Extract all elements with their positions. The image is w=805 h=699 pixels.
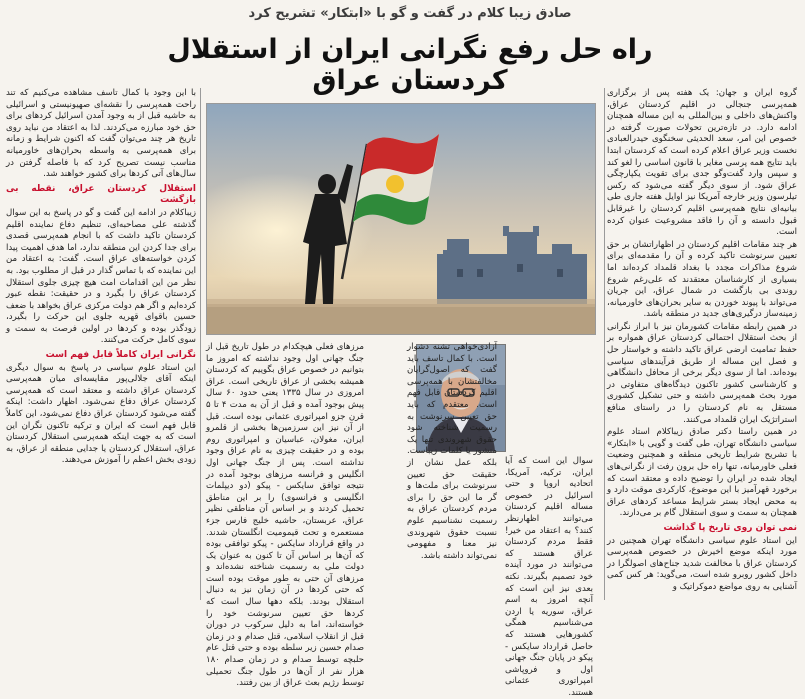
paragraph: این استاد علوم سیاسی در پاسخ به سوال دیگری اینکه آقای جلالی‌پور مقایسه‌ای میان همه‌پرسی کردستان عراق داشته و معتقد است که همه‌پرسی کردستان عراق دفاع نمی‌شود. اظهار داشت: اینکه گفته می‌شود کردستان عراق دفاع نمی‌شود، این کاملاً قابل فهم است که ایران و ترکیه تاکنون نگران این است که به جهت اینکه همه‌پرسی استقلال کردستان عراق، استقلال کردستان یا جدایی منطقه از عراق، به زودی بخش اعظم را آموزش می‌دهند. xyxy=(6,362,196,466)
article-column-left xyxy=(6,88,196,600)
column-divider-left xyxy=(200,88,201,600)
subheading: نگرانی ایران کاملاً قابل فهم است xyxy=(45,350,196,361)
paragraph: در همین راستا دکتر صادق زیباکلام استاد علوم سیاسی دانشگاه تهران، طی گفت و گویی با «ابتکار» با تشریح شرایط تاریخی منطقه و همچنین وضعیت فعلی خاورمیانه، تنها راه حل برون رفت از نگرانی‌های ایجاد شده در ایران را توضیح داده و معتقد است که برخورد قهرآمیز با این موضوع، کارکردی موقت دارد و به محض ایجاد بستر شرایط مساعد کردهای عراق همچنان به سمت و سوی استقلال گام بر می‌دارند. xyxy=(607,427,797,519)
paragraph: در همین رابطه مقامات کشورمان نیز با ابراز نگرانی از بحث استقلال احتمالی کردستان عراق همواره بر حفظ تمامیت ارضی عراق تاکید داشته و خواستار حل و فصل این مساله از طریق فرآیندهای سیاسی بوده‌اند. اما از سوی دیگر برخی از محافل دانشگاهی و کارشناسی کشور تاکنون دیدگاه‌های متفاوتی در مورد بحث همه‌پرسی داشته و حتی تشکیل کشوری مستقل به نام کردستان را در راستای منافع استراتژیک ایران قلمداد می‌کنند. xyxy=(607,321,797,425)
paragraph: مرزهای فعلی هیچکدام در طول تاریخ قبل از جنگ جهانی اول وجود نداشته که امروز ما بتوانیم در خصوص عراق بگوییم که کردستان همیشه بخشی از عراق تاریخی است. عراق امروزی در سال ۱۳۳۵ یعنی حدود ۶۰ سال پیش بوجود آمده و قبل از آن به مدت ۴ تا ۵ قرن جزو امپراتوری عثمانی بوده است. قبل از آن نیز این سرزمین‌ها بخشی از قلمرو ایران، مغولان، عباسیان و امپراتوری روم بوده و در حقیقت چیزی به نام عراق وجود نداشته است. پس از جنگ جهانی اول انگلیس و فرانسه مرزهای بوجود آمده در نتیجه توافق سایکس - پیکو (دو دیپلمات انگلیسی و فرانسوی) را بر این مناطق تحمیل کردند و بر اساس آن مناطقی نظیر عراق، عربستان، حاشیه خلیج فارس جزء مستعمره و تحت قیمومیت انگلستان شدند. در واقع قرارداد سایکس - پیکو توافقی بوده که آن‌ها بر اساس آن تا کنون به عنوان یک دولت ملی به رسمیت شناخته نشده‌اند و مرزهای آن حتی به طور موقت بوده است که حتی کردها در آن زمان نیز به دنبال استقلال بودند. بلکه دهها سال است که کردها حق تعیین سرنوشت خود را خواسته‌اند، اما به دلیل سرکوب در دوران قبل از انقلاب اسلامی، قتل صدام و در زمان صدام حسین زیر سلطه بوده و حتی قتل عام حلبچه توسط صدام و در زمان صدام ۱۸۰ هزار نفر از آن‌ها در طول جنگ تحمیلی توسط رژیم بعث عراق از بین رفتند. xyxy=(206,342,365,689)
article-column-middle-1 xyxy=(505,456,593,698)
flag-silhouette-image xyxy=(207,104,595,334)
article-column-middle-3 xyxy=(206,342,365,689)
article-headline: راه حل رفع نگرانی ایران از استقلال کردستان عراق xyxy=(167,34,653,96)
subheading: استقلال کردستان عراق، نقطه بی بازگشت xyxy=(6,183,196,206)
paragraph: این استاد علوم سیاسی دانشگاه تهران همچنین در مورد اینکه موضع اخیرش در خصوص همه‌پرسی کردستان عراق با مخالفت شدید جناح‌های اصولگرا در داخل کشور روبرو شده است، می‌گوید: هر کس کمی آشنایی به روی مواضع دموکراتیک و xyxy=(607,535,797,592)
paragraph: سوال این است که آیا ایران، ترکیه، آمریکا، اتحادیه اروپا و حتی اسرائیل در خصوص مساله اقلیم کردستان می‌توانند اظهارنظر کنند؟ به اعتقاد من خیر! فقط مردم کردستان عراق هستند که می‌توانند در مورد آینده خود تصمیم بگیرند. نکته بعدی نیز این است که آنچه امروز به اسم عراق، سوریه یا اردن می‌شناسیم همگی کشورهایی هستند که حاصل قرارداد سایکس - پیکو در پایان جنگ جهانی اول و فروپاشی امپراتوری عثمانی هستند. xyxy=(505,456,593,698)
article-column-right xyxy=(607,88,797,600)
column-divider-right xyxy=(604,88,605,600)
paragraph: زیباکلام در ادامه این گفت و گو در پاسخ به این سوال گذشته علی مصاحبه‌ای، تنظیم دفاع نماینده اقلیم کردستان تاکید داشت که با انجام همه‌پرسی قصدی برای جدا کردن این منطقه ندارد، اما هدف اهمیت پیدا کردن خواسته‌های عراق است. گفت: به اعتقاد من این نماینده که با تماس گذار در قبل از مطلوب بود. به نظر من این اقدامات امت هیچ چیزی جلوی استقلال کردستان عراق را بگیرد و در حقیقت: نقطه عبور کرده‌ایم و اگر هم دولت مرکزی عراق بخواهد با ضعف حسین باقوای قهریه جلوی این حرکت را بگیرد، زودگذر بوده و کردها در اولین فرصت به سمت و سوی کامل حرکت می‌کنند. xyxy=(6,207,196,346)
article-kicker: صادق زیبا کلام در گفت و گو با «ابتکار» تشریح کرد xyxy=(248,6,572,21)
paragraph: با این وجود با کمال تاسف مشاهده می‌کنیم که تند راحت همه‌پرسی را نقشه‌ای صهیونیستی و اسرائیلی به حاشیه قبل از به وجود آمدن اسرائیل کردهای برای حق خود مبارزه می‌کردند. لذا به اعتقاد من نباید روی تاریخ هر چند می‌توان گفت که اکنون شرایط و زمانه برای همه‌پرسی به واسطه بحران‌های خاورمیانه مناسب نیست تصریح کرد که با فاصله گرفتن در سال‌های آتی کردها برای کشور خواهند شد. xyxy=(6,88,196,180)
paragraph: هر چند مقامات اقلیم کردستان در اظهاراتشان بر حق تعیین سرنوشت تاکید کرده و آن را مقدمه‌ای برای شروع مذاکرات مجدد با بغداد قلمداد کرده‌اند اما بسیاری از کارشناسان معتقدند که علی‌رغم شروع روندی بی بازگشت در شمال عراق، این جریان می‌تواند با پیوند خوردن به سایر بحران‌های خاورمیانه، زمینه‌ساز درگیری‌های جدید در منطقه باشد. xyxy=(607,239,797,320)
paragraph: آزادی‌خواهی تشنه دشوار است. با کمال تاسف باید گفت که اصول‌گرایان مخالفتشان با همه‌پرسی اقلیم کردستان قابل فهم است. معتقدم که باید حق تعیین سرنوشت به رسمیت شناخته شود حقوق شهروندی تنها یک منشور یا کلمات زیباست. بلکه عمل نشان از حقیقت حق تعیین سرنوشت برای ملت‌ها و گر ما این حق را برای مردم کردستان عراق به رسمیت نشناسیم علوم نسبت حقوق شهروندی نیز معنا و مفهومی نمی‌تواند داشته باشد. xyxy=(407,342,497,561)
subheading: نمی توان روی تاریخ پا گذاشت xyxy=(663,522,797,533)
article-column-middle-2 xyxy=(407,342,497,600)
paragraph: گروه ایران و جهان: یک هفته پس از برگزاری همه‌پرسی جنجالی در اقلیم کردستان عراق، واکنش‌های داخلی و بین‌المللی به این مساله همچنان ادامه دارد. در تازه‌ترین تحولات صورت گرفته در خصوص این امر، سعد الحدیثی سخنگوی حیدرالعبادی نخست وزیر عراق اعلام کرده است که کردستان ابتدا باید نتایج همه پرسی مغایر با قانون اساسی را لغو کند و سپس وارد گفت‌وگو جدی برای تقویت یکپارچگی عراق شود. از سوی دیگر گفته می‌شود که رکس تیلرسون وزیر خارجه آمریکا نیز اوایل هفته جاری طی بیانیه‌ای نتایج همه‌پرسی اقلیم کردستان را غیرقابل قبول دانسته و آن را فاقد مشروعیت عنوان کرده است. xyxy=(607,88,797,238)
main-photo xyxy=(206,103,596,335)
